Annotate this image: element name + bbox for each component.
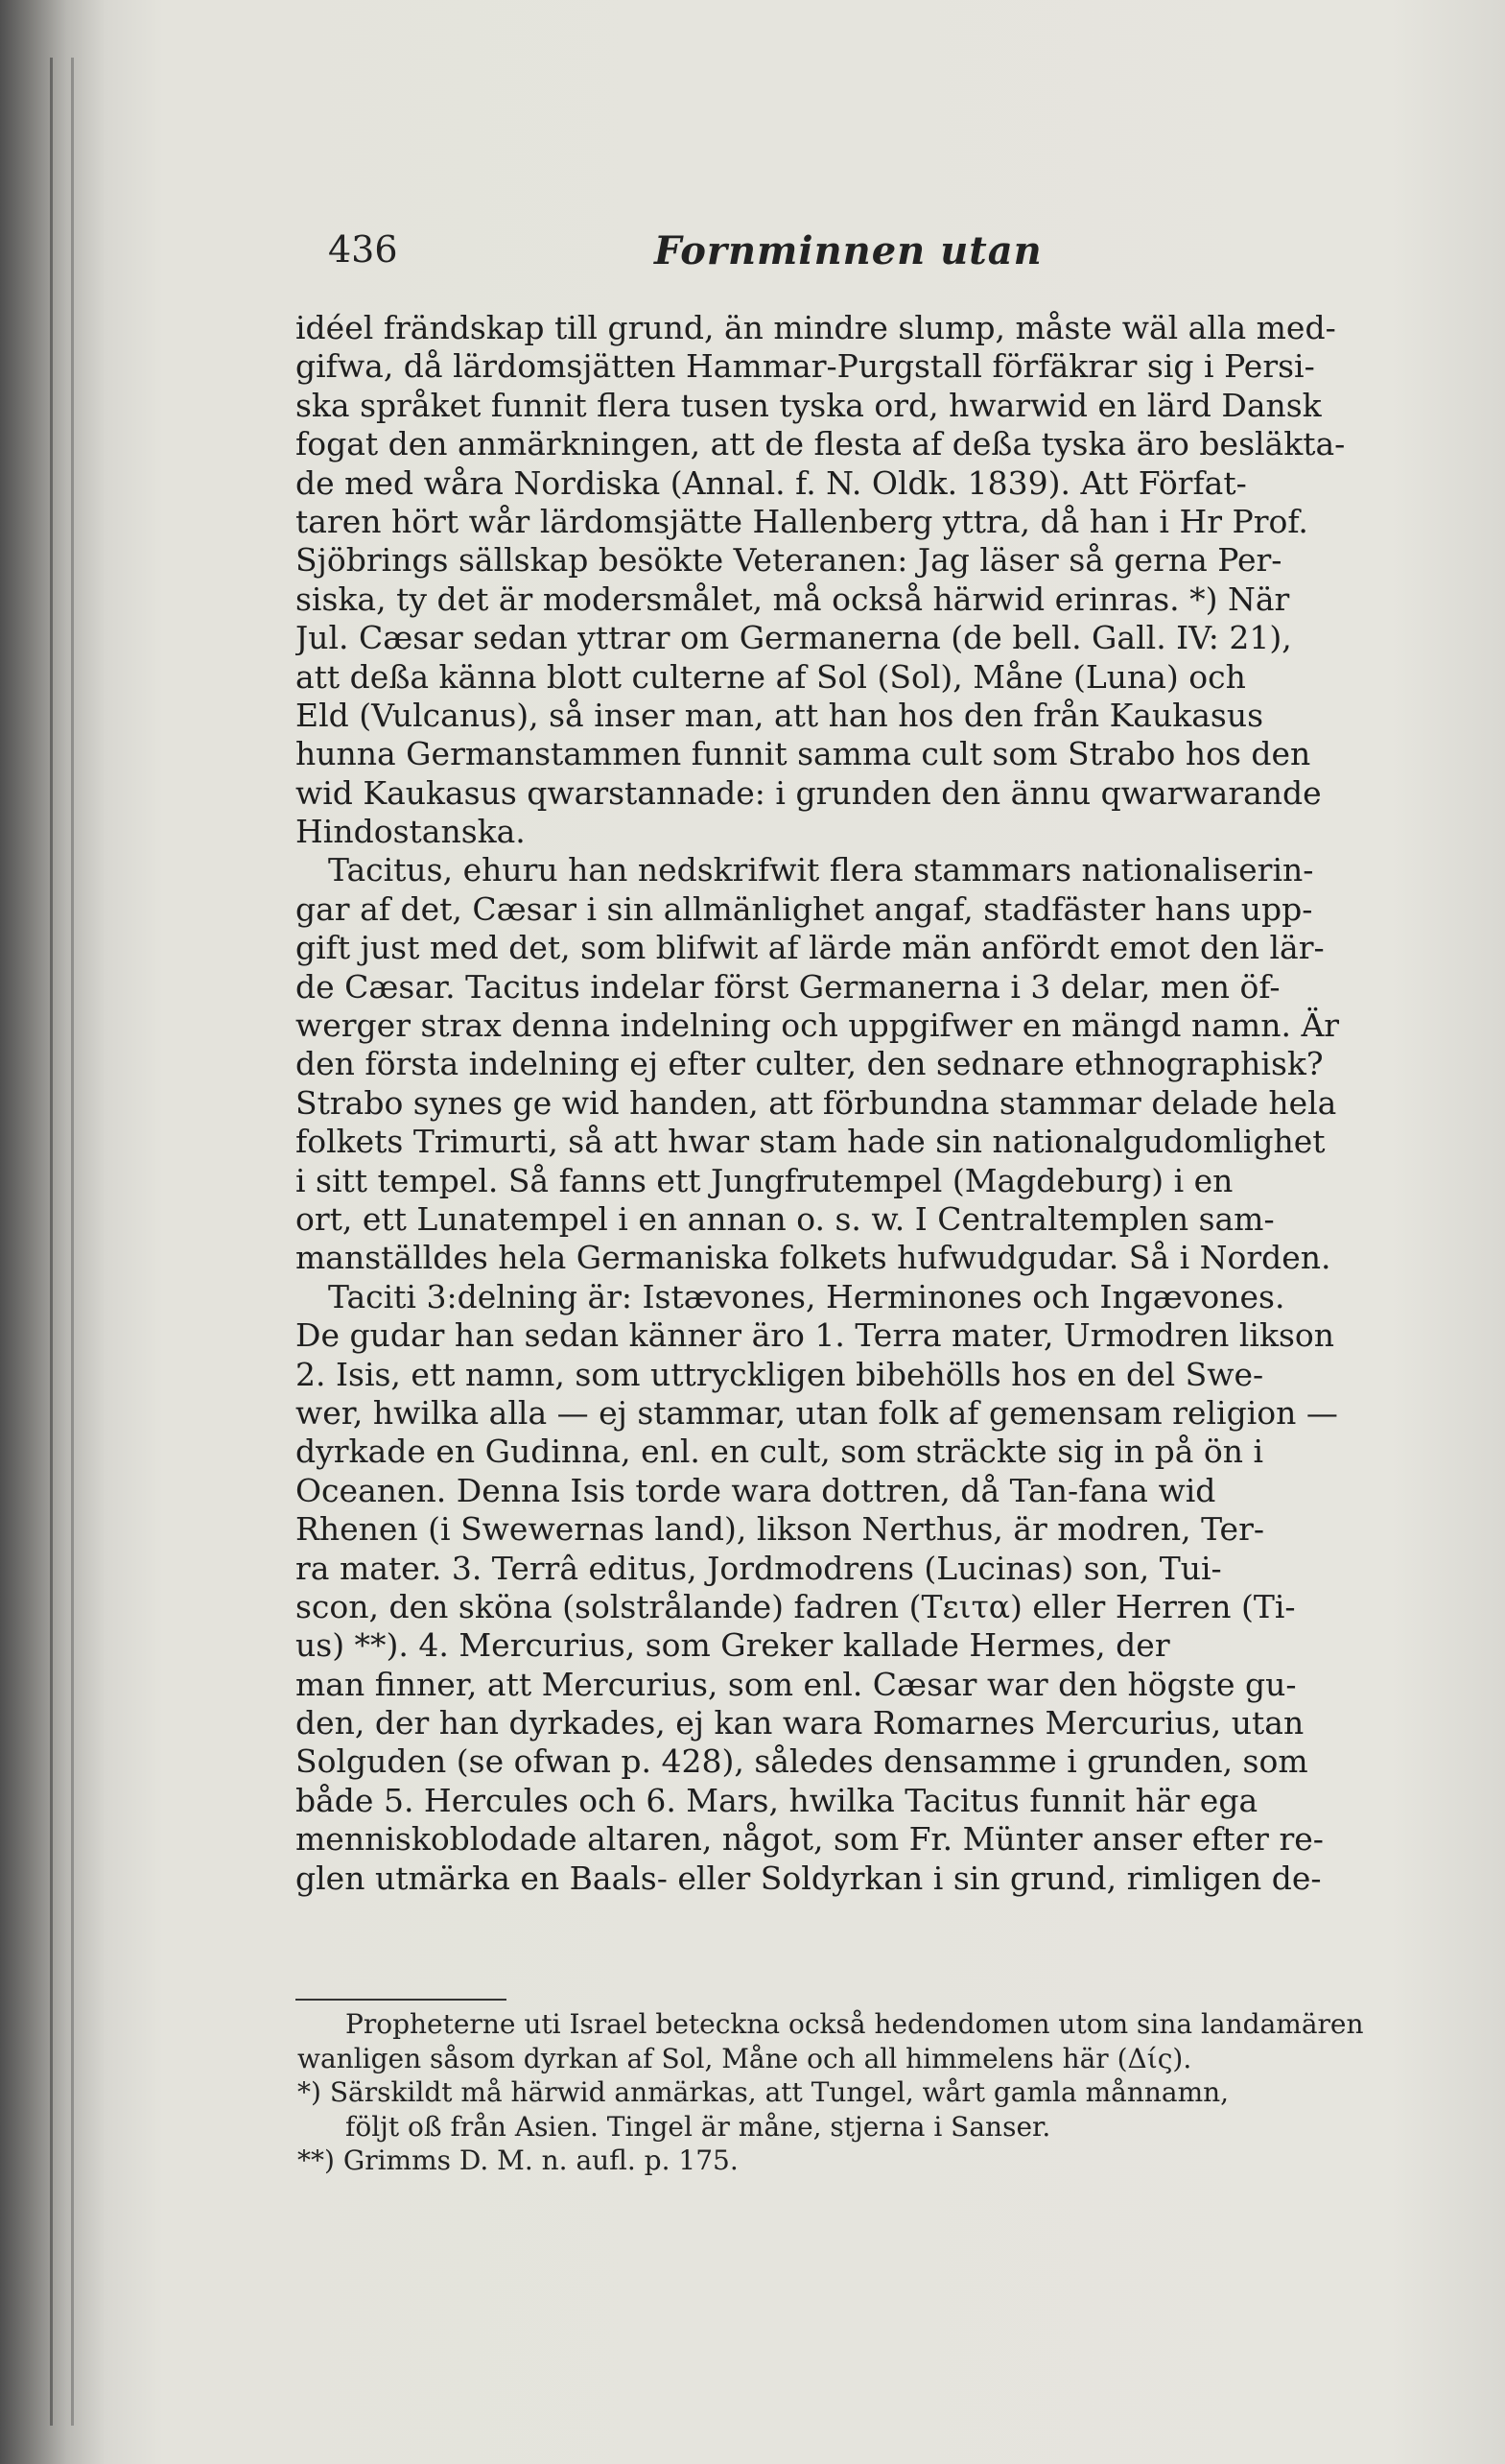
text-line: de Cæsar. Tacitus indelar först Germanerna i 3 delar, men öf- [295, 967, 1281, 1006]
footnote-line: följt oß från Asien. Tingel är måne, stjerna i Sanser. [345, 2110, 1051, 2143]
text-line: man finner, att Mercurius, som enl. Cæsar war den högste gu- [295, 1665, 1297, 1703]
page-header [328, 228, 1364, 286]
text-line: Hindostanska. [295, 813, 526, 851]
text-line: fogat den anmärkningen, att de flesta af deßa tyska äro besläkta- [295, 425, 1346, 463]
text-line: glen utmärka en Baals- eller Soldyrkan i sin grund, rimligen de- [295, 1859, 1322, 1897]
text-line: de med wåra Nordiska (Annal. f. N. Oldk. 1839). Att Förfat- [295, 463, 1247, 502]
text-line: Oceanen. Denna Isis torde wara dottren, då Tan-fana wid [295, 1471, 1216, 1509]
footnote-line: **) Grimms D. M. n. aufl. p. 175. [297, 2144, 739, 2176]
running-head: Fornminnen utan [654, 228, 1043, 273]
text-line: Solguden (se ofwan p. 428), således densamme i grunden, som [295, 1742, 1308, 1781]
text-line: Taciti 3:delning är: Istævones, Herminones och Ingævones. [328, 1277, 1285, 1315]
text-line: Strabo synes ge wid handen, att förbundna stammar delade hela [295, 1083, 1337, 1122]
text-line: taren hört wår lärdomsjätte Hallenberg yttra, då han i Hr Prof. [295, 502, 1308, 540]
text-line: ra mater. 3. Terrâ editus, Jordmodrens (Lucinas) son, Tui- [295, 1549, 1222, 1587]
text-line: scon, den sköna (solstrålande) fadren (Τειτα) eller Herren (Ti- [295, 1587, 1296, 1625]
text-line: folkets Trimurti, så att hwar stam hade sin nationalgudomlighet [295, 1123, 1326, 1161]
text-line: i sitt tempel. Så fanns ett Jungfrutempel (Magdeburg) i en [295, 1161, 1234, 1199]
text-line: werger strax denna indelning och uppgifwer en mängd namn. Är [295, 1007, 1340, 1045]
text-line: Eld (Vulcanus), så inser man, att han hos den från Kaukasus [295, 696, 1264, 734]
text-line: manställdes hela Germaniska folkets hufwudgudar. Så i Norden. [295, 1239, 1331, 1277]
text-line: ort, ett Lunatempel i en annan o. s. w. I Centraltemplen sam- [295, 1199, 1275, 1238]
text-line: gift just med det, som blifwit af lärde män anfördt emot den lär- [295, 929, 1325, 967]
text-line: den första indelning ej efter culter, den sednare ethnographisk? [295, 1045, 1324, 1083]
text-line: dyrkade en Gudinna, enl. en cult, som sträckte sig in på ön i [295, 1433, 1264, 1471]
footnote-line: *) Särskildt må härwid anmärkas, att Tungel, wårt gamla månnamn, [297, 2076, 1230, 2108]
text-line: Jul. Cæsar sedan yttrar om Germanerna (de bell. Gall. IV: 21), [295, 619, 1292, 657]
text-line: wer, hwilka alla — ej stammar, utan folk af gemensam religion — [295, 1393, 1338, 1432]
text-line: gifwa, då lärdomsjätten Hammar-Purgstall förfäkrar sig i Persi- [295, 347, 1315, 386]
text-line: hunna Germanstammen funnit samma cult som Strabo hos den [295, 735, 1311, 773]
text-line: Sjöbrings sällskap besökte Veteranen: Jag läser så gerna Per- [295, 541, 1282, 580]
text-line: både 5. Hercules och 6. Mars, hwilka Tacitus funnit här ega [295, 1781, 1258, 1819]
footnotes [297, 2007, 1372, 2178]
text-line: wid Kaukasus qwarstannade: i grunden den ännu qwarwarande [295, 773, 1322, 812]
body-text [295, 309, 1372, 1898]
text-line: den, der han dyrkades, ej kan wara Romarnes Mercurius, utan [295, 1704, 1305, 1742]
text-line: gar af det, Cæsar i sin allmänlighet angaf, stadfäster hans upp- [295, 889, 1313, 928]
page-number: 436 [328, 228, 398, 271]
text-line: idéel frändskap till grund, än mindre slump, måste wäl alla med- [295, 309, 1336, 346]
text-line: Rhenen (i Swewernas land), likson Nerthus, är modren, Ter- [295, 1510, 1264, 1549]
binding-edge-line [50, 58, 53, 2426]
text-line: De gudar han sedan känner äro 1. Terra mater, Urmodren likson [295, 1316, 1335, 1355]
footnote-divider [295, 1999, 506, 2001]
binding-edge-line [71, 58, 74, 2426]
footnote-line: wanligen såsom dyrkan af Sol, Måne och all himmelens här (Δίς). [297, 2042, 1192, 2074]
text-line: 2. Isis, ett namn, som uttryckligen bibehölls hos en del Swe- [295, 1355, 1264, 1393]
text-line: ska språket funnit flera tusen tyska ord, hwarwid en lärd Dansk [295, 386, 1322, 424]
text-line: att deßa känna blott culterne af Sol (Sol), Måne (Luna) och [295, 657, 1246, 696]
footnote-line: Propheterne uti Israel betecknа också hedendomen utom sina landamären [345, 2008, 1364, 2040]
text-line: Tacitus, ehuru han nedskrifwit flera stammars nationaliserin- [328, 851, 1314, 889]
text-line: siska, ty det är modersmålet, må också härwid erinras. *) När [295, 580, 1290, 618]
text-line: us) **). 4. Mercurius, som Greker kallade Hermes, der [295, 1626, 1170, 1665]
text-line: menniskoblodade altaren, något, som Fr. Münter anser efter re- [295, 1820, 1324, 1859]
